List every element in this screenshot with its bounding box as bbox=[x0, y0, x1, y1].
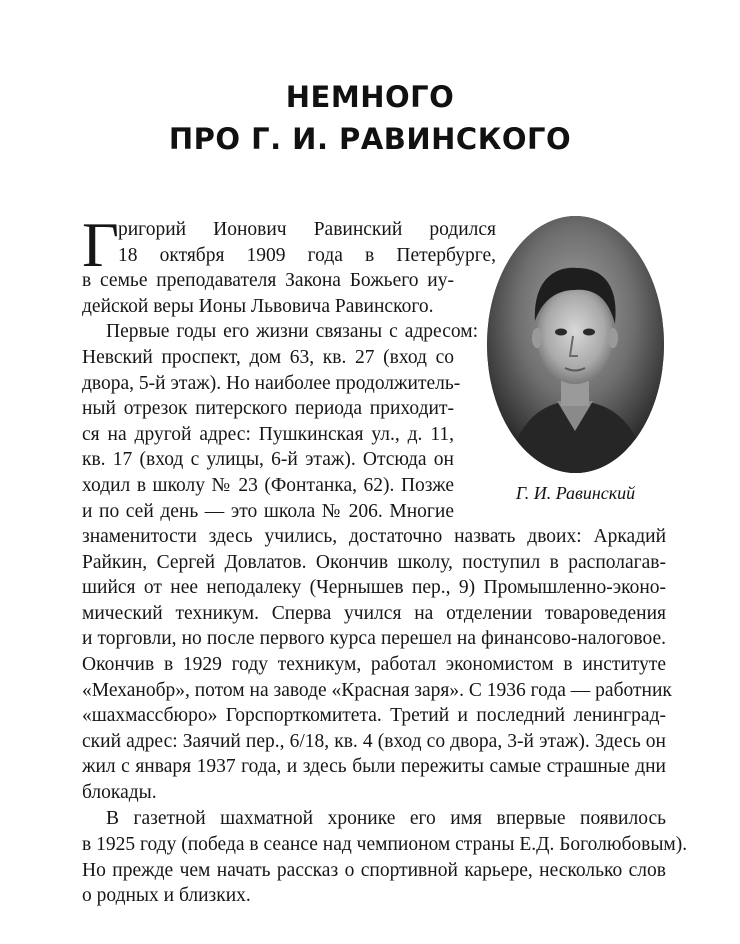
text-line: в семье преподавателя Закона Божьего иу- bbox=[82, 270, 454, 291]
paragraph-1-intro bbox=[118, 217, 496, 268]
text-line: о родных и близких. bbox=[82, 885, 251, 907]
text-line: В газетной шахматной хронике его имя впервые появилось bbox=[106, 808, 666, 829]
paragraph-2-wide bbox=[82, 524, 672, 806]
text-line: ригорий Ионович Равинский родился bbox=[118, 219, 496, 240]
text-line: ский адрес: Заячий пер., 6/18, кв. 4 (вход со двора, 3-й этаж). Здесь он bbox=[82, 730, 666, 752]
text-line: двора, 5-й этаж). Но наиболее продолжитель- bbox=[82, 372, 461, 394]
text-line: ный отрезок питерского периода приходит- bbox=[82, 398, 454, 420]
text-line: 18 октября 1909 года в Петербурге, bbox=[118, 244, 496, 266]
paragraph-3-rest bbox=[82, 832, 688, 909]
text-line: и торговли, но после первого курса перешел на финансово-налоговое. bbox=[82, 628, 666, 650]
paragraph-1-rest bbox=[82, 268, 454, 319]
paragraph-3-first bbox=[106, 806, 666, 832]
text-line: ся на другой адрес: Пушкинская ул., д. 11, bbox=[82, 423, 454, 445]
text-line: Райкин, Сергей Довлатов. Окончив школу, поступил в располагав- bbox=[82, 551, 666, 573]
text-line: Первые годы его жизни связаны с адресом: bbox=[106, 321, 478, 342]
text-line: Но прежде чем начать рассказ о спортивной карьере, несколько слов bbox=[82, 859, 666, 881]
paragraph-2-narrow bbox=[82, 345, 461, 524]
portrait-photo bbox=[487, 216, 664, 473]
text-line: ходил в школу № 23 (Фонтанка, 62). Позже bbox=[82, 474, 454, 496]
text-line: «Механобр», потом на заводе «Красная заря». С 1936 года — работник bbox=[82, 679, 672, 701]
text-line: жил с января 1937 года, и здесь были пережиты самые страшные дни bbox=[82, 756, 666, 778]
text-line: Окончив в 1929 году техникум, работал экономистом в институте bbox=[82, 653, 666, 675]
text-line: знаменитости здесь учились, достаточно назвать двоих: Аркадий bbox=[82, 526, 666, 547]
photo-caption: Г. И. Равинский bbox=[515, 483, 636, 503]
drop-cap: Г bbox=[82, 209, 119, 280]
text-line: кв. 17 (вход с улицы, 6-й этаж). Отсюда он bbox=[82, 449, 454, 471]
text-line: шийся от нее неподалеку (Чернышев пер., 9) Промышленно-эконо- bbox=[82, 577, 666, 599]
chapter-heading-line-2: ПРО Г. И. РАВИНСКОГО bbox=[168, 122, 572, 156]
text-line: мический техникум. Сперва учился на отделении товароведения bbox=[82, 602, 666, 624]
paragraph-2-first bbox=[106, 319, 478, 345]
text-line: в 1925 году (победа в сеансе над чемпионом страны Е.Д. Боголюбовым). bbox=[82, 834, 688, 855]
chapter-heading bbox=[0, 76, 740, 160]
chapter-heading-line-1: НЕМНОГО bbox=[285, 80, 455, 114]
text-line: блокады. bbox=[82, 781, 157, 803]
text-line: дейской веры Ионы Львовича Равинского. bbox=[82, 295, 434, 317]
portrait-image bbox=[487, 216, 664, 473]
text-line: и по сей день — это школа № 206. Многие bbox=[82, 500, 454, 522]
text-line: Невский проспект, дом 63, кв. 27 (вход со bbox=[82, 347, 454, 368]
text-line: «шахмассбюро» Горспорткомитета. Третий и последний ленинград- bbox=[82, 705, 666, 727]
